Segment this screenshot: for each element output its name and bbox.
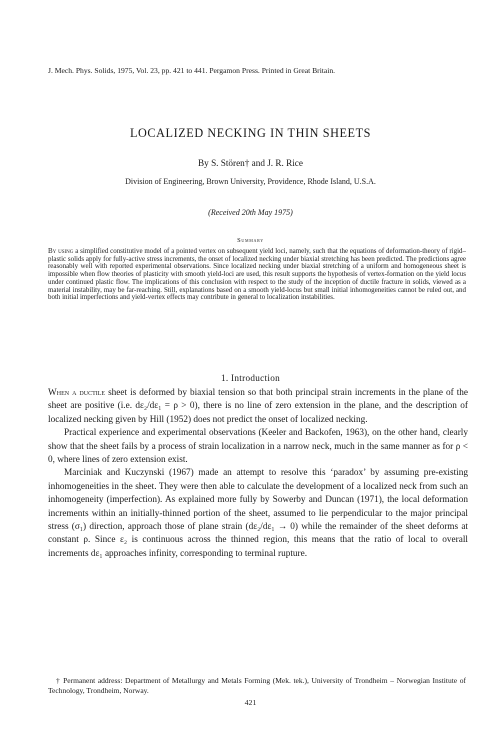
abstract-text: a simplified constitutive model of a pointed vertex on subsequent yield loci, namely, such that the equations of deformation-theory of rigid–plastic solids apply for fully-active stress increments, the onset of localized necking under biaxial stretching has been predicted. The predictions agree reasonably well with reported experimental observations. Since localized necking under biaxial stretching of a uniform and homogeneous sheet is impossible when flow theories of plasticity with smooth yield-loci are used, this result supports the hypothesis of vertex-formation on the yield locus under continued plastic flow. The implications of this conclusion with respect to the study of the inception of ductile fracture in solids, viewed as a material instability, may be far-reaching. Still, explanations based on a smooth yield-locus but small initial inhomogeneities cannot be ruled out, and both initial imperfections and yield-vertex effects may contribute in general to localization instabilities. — [48, 247, 466, 302]
footnote-text: † Permanent address: Department of Metallurgy and Metals Forming (Mek. tek.), University of Trondheim – Norwegian Institute of Technology, Trondheim, Norway. — [48, 676, 466, 695]
page-number: 421 — [244, 698, 257, 707]
summary-heading: Summary — [237, 237, 264, 244]
journal-citation: J. Mech. Phys. Solids, 1975, Vol. 23, pp. 421 to 441. Pergamon Press. Printed in Great Britain. — [48, 66, 336, 75]
author-affiliation: Division of Engineering, Brown University, Providence, Rhode Island, U.S.A. — [125, 177, 376, 186]
author-line: By S. Stören† and J. R. Rice — [198, 158, 303, 168]
paragraph — [48, 387, 468, 427]
section-heading: 1. Introduction — [220, 373, 281, 383]
footnote — [48, 676, 466, 695]
paper-title: LOCALIZED NECKING IN THIN SHEETS — [129, 126, 372, 140]
paragraph-text: sheet is deformed by biaxial tension so that both principal strain increments in the plane of the sheet are positive (i.e. dε₂/dε₁ = ρ > 0), there is no line of zero extension in the plane, and the description of localized necking given by Hill (1952) does not predict the onset of localized necking. — [48, 388, 469, 425]
paragraph-lead: When a ductile — [48, 388, 106, 398]
paragraph: Marciniak and Kuczynski (1967) made an attempt to resolve this ‘paradox’ by assuming pre-existing inhomogeneities in the sheet. They were then able to calculate the development of a localized neck from such an inhomogeneity (imperfection). As explained more fully by Sowerby and Duncan (1971), the local deformation increments within an initially-thinned portion of the sheet, assumed to lie perpendicular to the major principal stress (σ₁) direction, approach those of plane strain (dε₂/dε₁ → 0) while the remainder of the sheet deforms at constant ρ. Since ε₂ is continuous across the thinned region, this means that the ratio of local to overall increments dε₁ approaches infinity, corresponding to terminal rupture. — [48, 468, 468, 559]
received-date: (Received 20th May 1975) — [208, 208, 293, 217]
abstract-lead: By using — [48, 247, 74, 255]
paragraph: Practical experience and experimental observations (Keeler and Backofen, 1963), on the other hand, clearly show that the sheet fails by a process of strain localization in a narrow neck, much in the same manner as for ρ < 0, where lines of zero extension exist. — [48, 428, 468, 466]
body-text — [48, 387, 468, 561]
abstract — [48, 248, 466, 302]
